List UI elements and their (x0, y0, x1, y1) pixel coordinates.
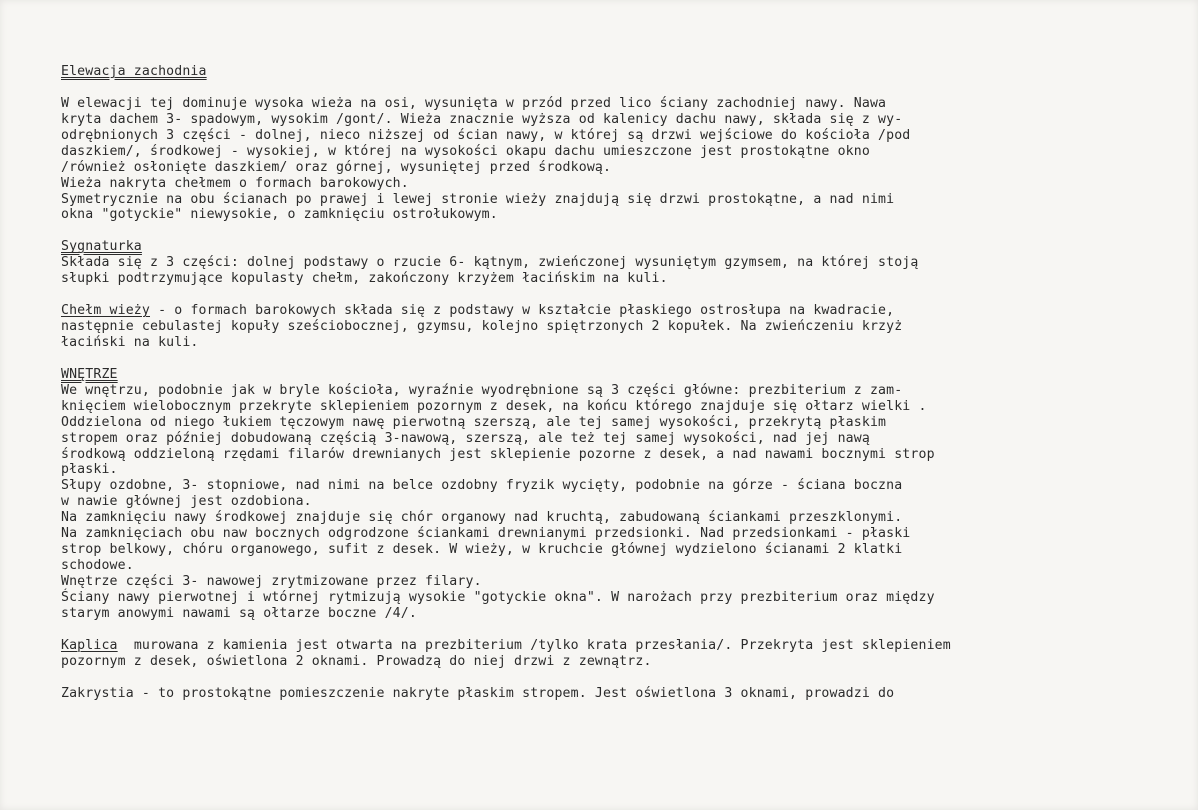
spacer (61, 670, 1181, 686)
text-line: kryta dachem 3- spadowym, wysokim /gont/. Wieża znacznie wyższa od kalenicy dachu nawy, składa się z wy- (61, 111, 903, 127)
text-line: Wieża nakryta chełmem o formach barokowych. (61, 175, 409, 191)
section-heading: Sygnaturka (61, 239, 142, 255)
inline-heading-rest: murowana z kamienia jest otwarta na prezbiterium /tylko krata przesłania/. Przekryta jest sklepieniem (117, 637, 951, 653)
typewritten-document (61, 64, 1181, 702)
spacer (61, 223, 1181, 239)
text-line: łaciński na kuli. (61, 334, 199, 350)
text-line: Składa się z 3 części: dolnej podstawy o rzucie 6- kątnym, zwieńczonej wysuniętym gzymsem, na której stoją (61, 255, 919, 271)
text-line: Zakrystia - to prostokątne pomieszczenie nakryte płaskim stropem. Jest oświetlona 3 oknami, prowadzi do (61, 685, 895, 701)
text-line: starym anowymi nawami są ołtarze boczne /4/. (61, 605, 417, 621)
text-line: następnie cebulastej kopuły sześciobocznej, gzymsu, kolejno spiętrzonych 2 kopułek. Na zwieńczeniu krzyż (61, 319, 903, 334)
inline-heading: Kaplica (61, 637, 118, 653)
text-line: knięciem wielobocznym przekryte sklepieniem pozornym z desek, na końcu którego znajduje się ołtarz wielki . (61, 398, 927, 414)
text-line: słupki podtrzymujące kopulasty chełm, zakończony krzyżem łacińskim na kuli. (61, 271, 668, 287)
text-line: pozornym z desek, oświetlona 2 oknami. Prowadzą do niej drzwi z zewnątrz. (61, 653, 652, 669)
text-line: schodowe. (61, 558, 134, 574)
spacer (61, 287, 1181, 303)
text-line: strop belkowy, chóru organowego, sufit z desek. W wieży, w kruchcie głównej wydzielono ścianami 2 klatki (61, 542, 903, 558)
text-line: /również osłonięte daszkiem/ oraz górnej, wysuniętej przed środkową. (61, 159, 612, 175)
spacer (61, 351, 1181, 367)
spacer (61, 80, 1181, 96)
section-heading: Elewacja zachodnia (61, 64, 207, 79)
section-heading-line (61, 239, 1181, 255)
text-line: Na zamknięciu nawy środkowej znajduje się chór organowy nad kruchtą, zabudowaną ściankami przeszklonymi. (61, 510, 903, 526)
text-line: Na zamknięciach obu naw bocznych odgrodzone ściankami drewnianymi przedsionki. Nad przedsionkami - płaski (61, 526, 911, 542)
text-line: W elewacji tej dominuje wysoka wieża na osi, wysunięta w przód przed lico ściany zachodniej nawy. Nawa (61, 95, 887, 111)
section-heading-line (61, 64, 1181, 80)
text-line (61, 638, 1181, 654)
text-line: odrębnionych 3 części - dolnej, nieco niższej od ścian nawy, w której są drzwi wejściowe do kościoła /pod (61, 127, 911, 143)
inline-heading: Chełm wieży (61, 303, 150, 319)
text-line: stropem oraz później dobudowaną częścią 3-nawową, szerszą, ale też tej samej wysokości, nad jej nawą (61, 430, 870, 446)
text-line: Symetrycznie na obu ścianach po prawej i lewej stronie wieży znajdują się drzwi prostokątne, a nad nimi (61, 191, 895, 207)
spacer (61, 622, 1181, 638)
text-line: Ściany nawy pierwotnej i wtórnej rytmizują wysokie "gotyckie okna". W narożach przy prezbiterium oraz między (61, 589, 935, 605)
inline-heading-rest: - o formach barokowych składa się z podstawy w kształcie płaskiego ostrosłupa na kwadracie, (150, 303, 895, 319)
text-line: okna "gotyckie" niewysokie, o zamknięciu ostrołukowym. (61, 207, 498, 223)
text-line: Oddzielona od niego łukiem tęczowym nawę pierwotną szerszą, ale tej samej wysokości, przekrytą płaskim (61, 414, 887, 430)
text-line: Wnętrze części 3- nawowej zrytmizowane przez filary. (61, 574, 482, 589)
text-line: płaski. (61, 462, 118, 478)
section-heading: WNĘTRZE (61, 366, 118, 382)
text-line: w nawie głównej jest ozdobiona. (61, 494, 312, 510)
text-line: daszkiem/, środkowej - wysokiej, w której na wysokości okapu dachu umieszczone jest prostokątne okno (61, 143, 870, 159)
text-line: środkową oddzieloną rzędami filarów drewnianych jest sklepienie pozorne z desek, a nad nawami bocznymi strop (61, 446, 935, 462)
text-line: Słupy ozdobne, 3- stopniowe, nad nimi na belce ozdobny fryzik wycięty, podobnie na górze - ściana boczna (61, 478, 903, 494)
section-heading-line (61, 367, 1181, 383)
text-line: We wnętrzu, podobnie jak w bryle kościoła, wyraźnie wyodrębnione są 3 części główne: prezbiterium z zam- (61, 382, 903, 398)
text-line (61, 303, 1181, 319)
